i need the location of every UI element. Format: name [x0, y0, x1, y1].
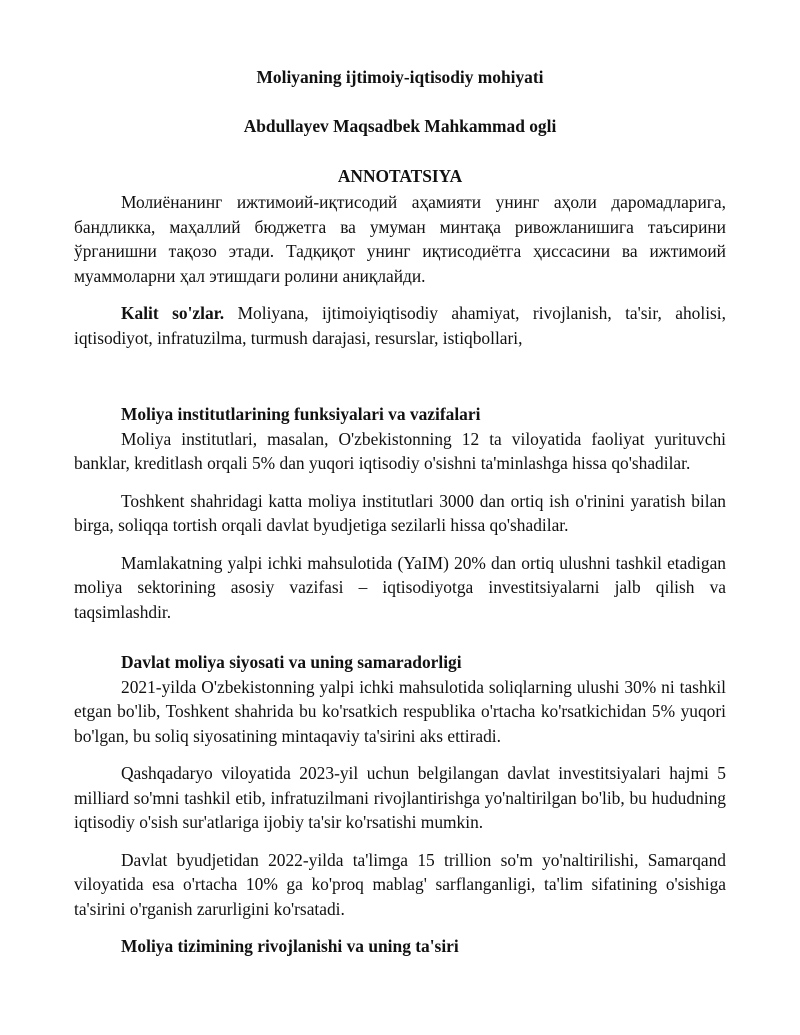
keywords-label: Kalit so'zlar. [121, 303, 225, 323]
section-paragraph: 2021-yilda O'zbekistonning yalpi ichki mahsulotida soliqlarning ulushi 30% ni tashkil etgan bo'lib, Toshkent shahrida bu ko'rsatkich respublika o'rtacha ko'rsatkichidan 5% yuqori bo'lgan, bu soliq siyosatining mintaqaviy ta'sirini aks ettiradi. [74, 676, 726, 746]
document-title: Moliyaning ijtimoiy-iqtisodiy mohiyati [256, 67, 544, 87]
section-paragraph: Toshkent shahridagi katta moliya institutlari 3000 dan ortiq ish o'rinini yaratish bilan birga, soliqqa tortish orqali davlat byudjetiga sezilarli hissa qo'shadilar. [74, 490, 726, 535]
section-heading-institutions: Moliya institutlarining funksiyalari va vazifalari [121, 404, 481, 424]
section-heading-system: Moliya tizimining rivojlanishi va uning ta'siri [121, 936, 459, 956]
section-paragraph: Moliya institutlari, masalan, O'zbekistonning 12 ta viloyatida faoliyat yurituvchi banklar, kreditlash orqali 5% dan yuqori iqtisodiy o'sishni ta'minlashga hissa qo'shadilar. [74, 428, 726, 473]
keywords-paragraph [74, 301, 726, 350]
section-paragraph: Davlat byudjetidan 2022-yilda ta'limga 15 trillion so'm yo'naltirilishi, Samarqand viloyatida esa o'rtacha 10% ga ko'proq mablag' sarflanganligi, ta'lim sifatining o'sishiga ta'sirini o'rganish zarurligini ko'rsatadi. [74, 849, 726, 919]
annotation-heading: ANNOTATSIYA [337, 166, 463, 186]
annotation-text-body: Молиёнанинг ижтимоий-иқтисодий аҳамияти унинг аҳоли даромадларига, бандликка, маҳаллий бюджетга ва умуман минтақа ривожланишига таъсирини ўрганишни тақозо этади. Тадқиқот унинг иқтисодиётга ҳиссасини ва ижтимоий муаммоларни ҳал этишдаги ролини аниқлайди. [74, 192, 726, 286]
section-paragraph: Qashqadaryo viloyatida 2023-yil uchun belgilangan davlat investitsiyalari hajmi 5 milliard so'mni tashkil etib, infratuzilmani rivojlantirishga yo'naltirilgan bo'lib, bu hududning iqtisodiy o'sish sur'atlariga ijobiy ta'sir ko'rsatishi mumkin. [74, 763, 726, 832]
annotation-text [74, 190, 726, 288]
section-heading-policy: Davlat moliya siyosati va uning samaradorligi [121, 652, 462, 672]
section-paragraph: Mamlakatning yalpi ichki mahsulotida (YaIM) 20% dan ortiq ulushni tashkil etadigan moliya sektorining asosiy vazifasi – iqtisodiyotga investitsiyalarni jalb qilish va taqsimlashdir. [74, 552, 726, 622]
keywords-text: Moliyana, ijtimoiyiqtisodiy ahamiyat, rivojlanish, ta'sir, aholisi, iqtisodiyot, infratuzilma, turmush darajasi, resurslar, istiqbollari, [74, 303, 726, 348]
document-page [74, 0, 726, 959]
document-author: Abdullayev Maqsadbek Mahkammad ogli [243, 116, 557, 136]
